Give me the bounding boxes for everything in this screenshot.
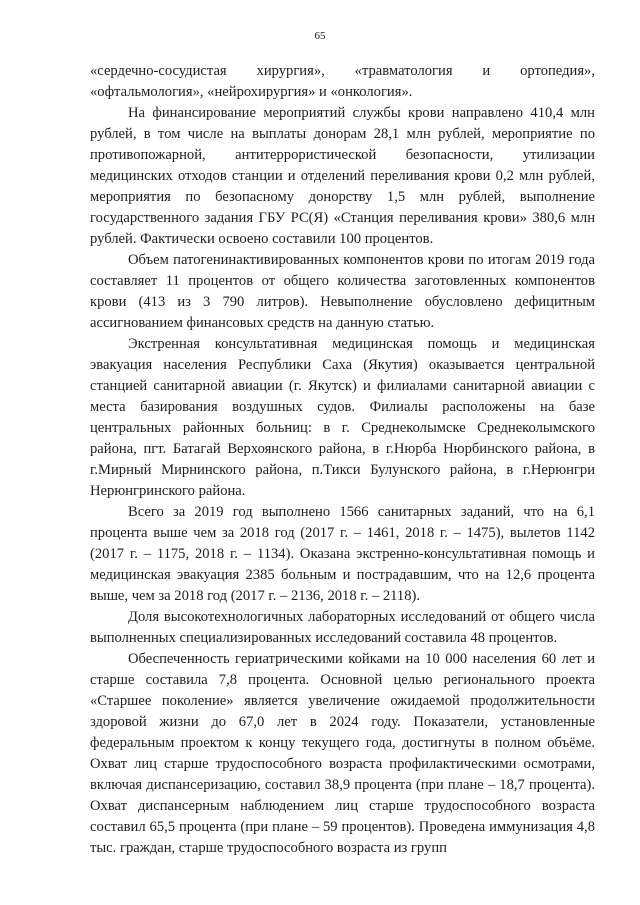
paragraph-4: Экстренная консультативная медицинская помощь и медицинская эвакуация населения Республики Саха (Якутия) оказывается центральной станцией санитарной авиации (г. Якутск) и филиалами санитарной авиации с места базирования воздушных судов. Филиалы расположены на базе центральных районных больниц: в г. Среднеколымске Среднеколымского района, пгт. Батагай Верхоянского района, в г.Нюрба Нюрбинского района, в г.Мирный Мирнинского района, п.Тикси Булунского района, в г.Нерюнгри Нерюнгринского района. (90, 336, 595, 499)
paragraph-5: Всего за 2019 год выполнено 1566 санитарных заданий, что на 6,1 процента выше чем за 2018 год (2017 г. – 1461, 2018 г. – 1475), вылетов 1142 (2017 г. – 1175, 2018 г. – 1134). Оказана экстренно-консультативная помощь и медицинская эвакуация 2385 больным и пострадавшим, что на 12,6 процента выше, чем за 2018 год (2017 г. – 2136, 2018 г. – 2118). (90, 504, 595, 604)
paragraph-7: Обеспеченность гериатрическими койками на 10 000 населения 60 лет и старше составила 7,8 процента. Основной целью регионального проекта «Старшее поколение» является увеличение ожидаемой продолжительности здоровой жизни до 67,0 лет в 2024 году. Показатели, установленные федеральным проектом к концу текущего года, достигнуты в полном объёме. Охват лиц старше трудоспособного возраста профилактическими осмотрами, включая диспансеризацию, составил 38,9 процента (при плане – 18,7 процента). Охват диспансерным наблюдением лиц старше трудоспособного возраста составил 65,5 процента (при плане – 59 процентов). Проведена иммунизация 4,8 тыс. граждан, старше трудоспособного возраста из групп (90, 651, 595, 856)
paragraph-1: «сердечно-сосудистая хирургия», «травматология и ортопедия», «офтальмология», «нейрохирургия» и «онкология». (90, 63, 595, 100)
paragraph-3: Объем патогенинактивированных компонентов крови по итогам 2019 года составляет 11 процентов от общего количества заготовленных компонентов крови (413 из 3 790 литров). Невыполнение обусловлено дефицитным ассигнованием финансовых средств на данную статью. (90, 252, 595, 331)
page-number: 65 (314, 30, 326, 42)
paragraph-2: На финансирование мероприятий службы крови направлено 410,4 млн рублей, в том числе на выплаты донорам 28,1 млн рублей, мероприятие по противопожарной, антитеррористической безопасности, утилизации медицинских отходов станции и отделений переливания крови 0,2 млн рублей, мероприятия по безопасному донорству 1,5 млн рублей, выполнение государственного задания ГБУ РС(Я) «Станция переливания крови» 380,6 млн рублей. Фактически освоено составили 100 процентов. (90, 105, 595, 247)
document-body (90, 61, 595, 859)
paragraph-6: Доля высокотехнологичных лабораторных исследований от общего числа выполненных специализированных исследований составила 48 процентов. (90, 609, 595, 646)
